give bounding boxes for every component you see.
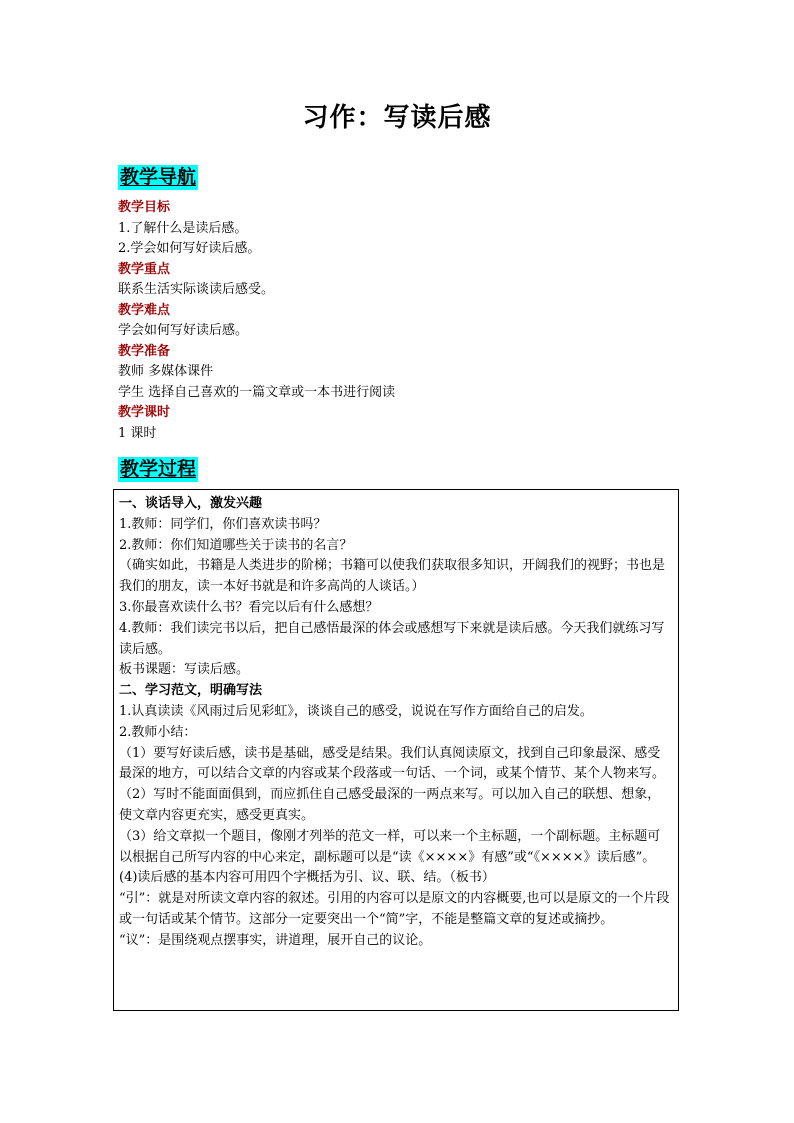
process-paragraph: 3.你最喜欢读什么书？看完以后有什么感想？ [119,599,379,615]
key-point-line: 联系生活实际谈读后感受。 [118,282,275,297]
process-paragraph: 1.认真读读《风雨过后见彩虹》，谈谈自己的感受，说说在写作方面给自己的启发。 [119,703,593,719]
process-paragraph: （2）写时不能面面俱到，而应抓住自己感受最深的一两点来写。可以加入自己的联想、想象，使文章内容更充实，感受更真实。 [119,787,661,823]
process-paragraph: 2.教师：你们知道哪些关于读书的名言？ [119,537,353,553]
heading-objectives: 教学目标 [118,200,171,215]
teaching-guide [118,198,688,444]
page-title: 习作：写读后感 [302,103,492,133]
preparation-line: 学生 选择自己喜欢的一篇文章或一本书进行阅读 [118,384,396,400]
process-paragraph: （1）要写好读后感，读书是基础，感受是结果。我们认真阅读原文，找到自己印象最深、感受最深的地方，可以结合文章的内容或某个段落或一句话、一个词，或某个情节、某个人物来写。 [119,745,666,782]
heading-difficulties: 教学难点 [118,302,171,318]
section-badge-guide: 教学导航 [120,166,197,188]
difficulty-line: 学会如何写好读后感。 [118,323,249,338]
heading-key-points: 教学重点 [118,261,171,277]
process-paragraph: （确实如此，书籍是人类进步的阶梯；书籍可以使我们获取很多知识，开阔我们的视野；书也是我们的朋友，读一本好书就是和许多高尚的人谈话。） [119,558,666,595]
process-paragraph: (4)读后感的基本内容可用四个字概括为引、议、联、结。（板书） [119,870,495,886]
objective-line: 1.了解什么是读后感。 [118,220,248,236]
process-paragraph: 1.教师：同学们，你们喜欢读书吗？ [119,516,327,532]
process-paragraph: “引”：就是对所读文章内容的叙述。引用的内容可以是原文的内容概要,也可以是原文的一个片段或一句话或某个情节。这部分一定要突出一个“简”字，不能是整篇文章的复述或摘抄。 [119,891,670,927]
process-paragraph: 板书课题：写读后感。 [119,662,250,678]
teaching-process-box [113,489,679,1011]
process-paragraph: 4.教师：我们读完书以后，把自己感悟最深的体会或感想写下来就是读后感。今天我们就练习写读后感。 [119,620,665,657]
heading-preparation: 教学准备 [118,343,171,359]
process-paragraph: “议”：是围绕观点摆事实，讲道理，展开自己的议论。 [119,932,432,948]
heading-class-hours: 教学课时 [118,405,171,420]
objective-line: 2.学会如何写好读后感。 [118,241,261,256]
process-part1-heading: 一、谈话导入，激发兴趣 [119,496,263,511]
process-paragraph: 2.教师小结： [119,724,197,740]
section-badge-process: 教学过程 [120,458,197,480]
class-hours-line: 1 课时 [118,425,157,441]
process-part2-heading: 二、学习范文，明确写法 [119,683,263,699]
process-paragraph: （3）给文章拟一个题目，像刚才列举的范文一样，可以来一个主标题，一个副标题。主标题可以根据自己所写内容的中心来定，副标题可以是“读《××××》有感”或“《××××》读后感”。 [119,828,661,865]
preparation-line: 教师 多媒体课件 [118,364,214,379]
